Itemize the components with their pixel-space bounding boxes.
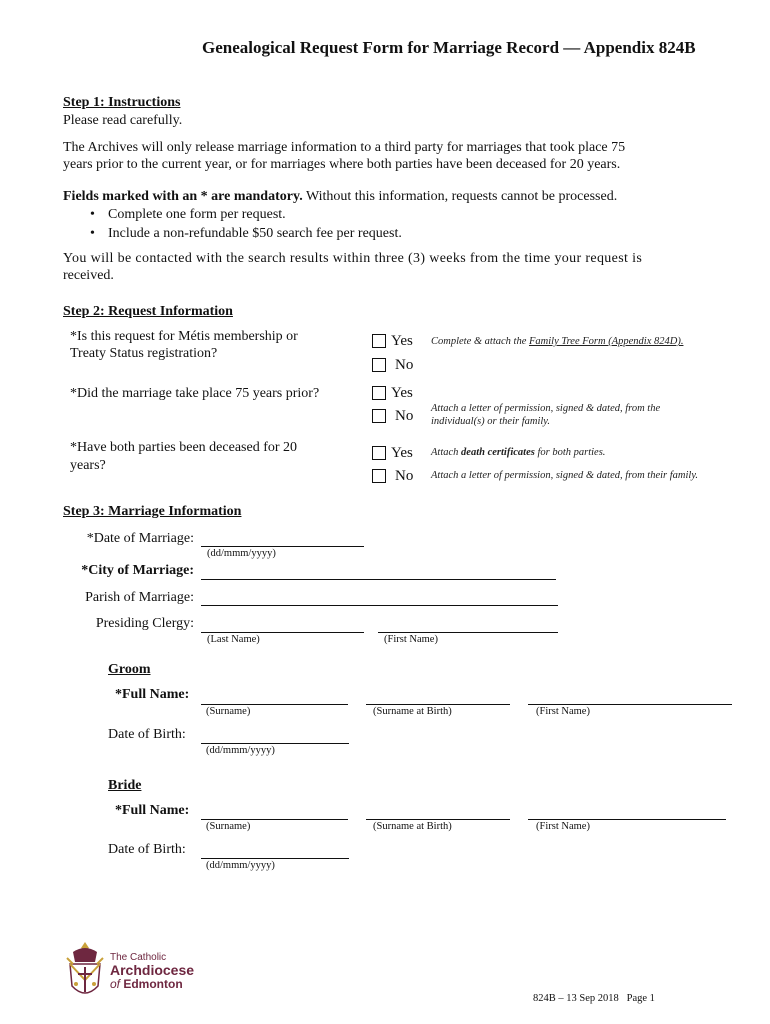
- clergy-last-name-field[interactable]: [201, 632, 364, 633]
- family-tree-form-link[interactable]: Family Tree Form (Appendix 824D).: [528, 336, 684, 347]
- groom-dob-label: Date of Birth:: [108, 727, 186, 742]
- clergy-first-caption: (First Name): [384, 634, 438, 645]
- q2-yes-label: Yes: [391, 385, 413, 401]
- bride-surname-birth-caption: (Surname at Birth): [373, 821, 452, 832]
- q3-no-note: Attach a letter of permission, signed & dated, from their family.: [431, 470, 699, 481]
- bullet-item: • Include a non-refundable $50 search fee per request.: [108, 226, 402, 242]
- q2-no-note-line1: Attach a letter of permission, signed & dated, from the: [431, 403, 661, 414]
- step3-heading: Step 3: Marriage Information: [63, 504, 242, 519]
- date-of-marriage-caption: (dd/mmm/yyyy): [207, 548, 276, 559]
- clergy-last-caption: (Last Name): [207, 634, 260, 645]
- bride-surname-birth-field[interactable]: [366, 819, 510, 820]
- groom-first-name-field[interactable]: [528, 704, 732, 705]
- bride-surname-field[interactable]: [201, 819, 348, 820]
- q3-no-checkbox[interactable]: [372, 469, 386, 483]
- step2-heading: Step 2: Request Information: [63, 304, 233, 319]
- date-of-marriage-label: *Date of Marriage:: [86, 531, 194, 546]
- bride-heading: Bride: [108, 778, 142, 793]
- logo-line3-pre: of: [110, 977, 124, 991]
- logo-line2: Archdiocese: [110, 962, 195, 978]
- q3-yes-note-bold: death certificates: [461, 447, 535, 458]
- parish-of-marriage-field[interactable]: [201, 605, 558, 606]
- groom-surname-caption: (Surname): [206, 706, 251, 717]
- q1-yes-label: Yes: [391, 333, 413, 349]
- groom-surname-field[interactable]: [201, 704, 348, 705]
- bride-dob-caption: (dd/mmm/yyyy): [206, 860, 275, 871]
- logo-line1: The Catholic: [110, 952, 167, 963]
- parish-of-marriage-label: Parish of Marriage:: [85, 590, 194, 605]
- groom-dob-field[interactable]: [201, 743, 349, 744]
- q3-yes-note-post: for both parties.: [534, 447, 606, 458]
- q1-note: [431, 336, 683, 347]
- bullet-item: • Complete one form per request.: [108, 207, 286, 223]
- q2-no-label: No: [395, 408, 414, 424]
- q3-yes-note-pre: Attach: [431, 447, 462, 458]
- city-of-marriage-label: [4, 563, 194, 579]
- q2-text: *Did the marriage take place 75 years prior?: [70, 386, 320, 401]
- city-of-marriage-field[interactable]: [201, 579, 556, 580]
- bride-surname-caption: (Surname): [206, 821, 251, 832]
- date-of-marriage-field[interactable]: [201, 546, 364, 547]
- page-footer: 824B – 13 Sep 2018 Page 1: [533, 993, 655, 1004]
- bride-dob-label: Date of Birth:: [108, 842, 186, 857]
- city-of-marriage-label-text: *City of Marriage:: [81, 563, 194, 578]
- step1-heading: Step 1: Instructions: [63, 95, 181, 110]
- presiding-clergy-label: Presiding Clergy:: [95, 616, 194, 631]
- q1-line1: *Is this request for Métis membership or: [70, 329, 298, 344]
- archdiocese-crest-icon: [64, 940, 106, 1002]
- q1-yes-checkbox[interactable]: [372, 334, 386, 348]
- q3-yes-checkbox[interactable]: [372, 446, 386, 460]
- contact-line2: received.: [63, 268, 114, 283]
- groom-first-caption: (First Name): [536, 706, 590, 717]
- logo-line3-name: Edmonton: [123, 977, 183, 991]
- q1-no-checkbox[interactable]: [372, 358, 386, 372]
- bride-full-name-label: *Full Name:: [115, 803, 190, 818]
- q3-yes-label: Yes: [391, 445, 413, 461]
- q3-yes-note: [431, 447, 605, 458]
- q2-yes-checkbox[interactable]: [372, 386, 386, 400]
- q1-note-pre: Complete & attach the: [431, 336, 529, 347]
- groom-full-name-label: *Full Name:: [115, 687, 190, 702]
- q3-line1: *Have both parties been deceased for 20: [70, 440, 298, 455]
- step1-intro: Please read carefully.: [63, 113, 183, 128]
- step1-para1-line2: years prior to the current year, or for marriages where both parties have been deceased for 20 years.: [63, 157, 621, 172]
- bride-first-caption: (First Name): [536, 821, 590, 832]
- groom-dob-caption: (dd/mmm/yyyy): [206, 745, 275, 756]
- page-title: Genealogical Request Form for Marriage Record — Appendix 824B: [202, 38, 696, 57]
- mandatory-bold: Fields marked with an * are mandatory.: [63, 189, 303, 204]
- groom-surname-birth-caption: (Surname at Birth): [373, 706, 452, 717]
- q1-line2: Treaty Status registration?: [70, 346, 218, 361]
- q1-no-label: No: [395, 357, 414, 373]
- q2-no-note-line2: individual(s) or their family.: [431, 416, 550, 427]
- clergy-first-name-field[interactable]: [378, 632, 558, 633]
- bride-dob-field[interactable]: [201, 858, 349, 859]
- contact-line1: You will be contacted with the search results within three (3) weeks from the time your request is: [63, 251, 643, 266]
- q2-no-checkbox[interactable]: [372, 409, 386, 423]
- mandatory-rest: Without this information, requests cannot be processed.: [302, 189, 618, 204]
- groom-heading: Groom: [108, 662, 151, 677]
- bride-first-name-field[interactable]: [528, 819, 726, 820]
- logo-line3: [110, 977, 183, 991]
- step1-para1-line1: The Archives will only release marriage information to a third party for marriages that took place 75: [63, 140, 626, 155]
- q3-no-label: No: [395, 468, 414, 484]
- q3-line2: years?: [70, 458, 106, 473]
- mandatory-note: [63, 189, 617, 205]
- groom-surname-birth-field[interactable]: [366, 704, 510, 705]
